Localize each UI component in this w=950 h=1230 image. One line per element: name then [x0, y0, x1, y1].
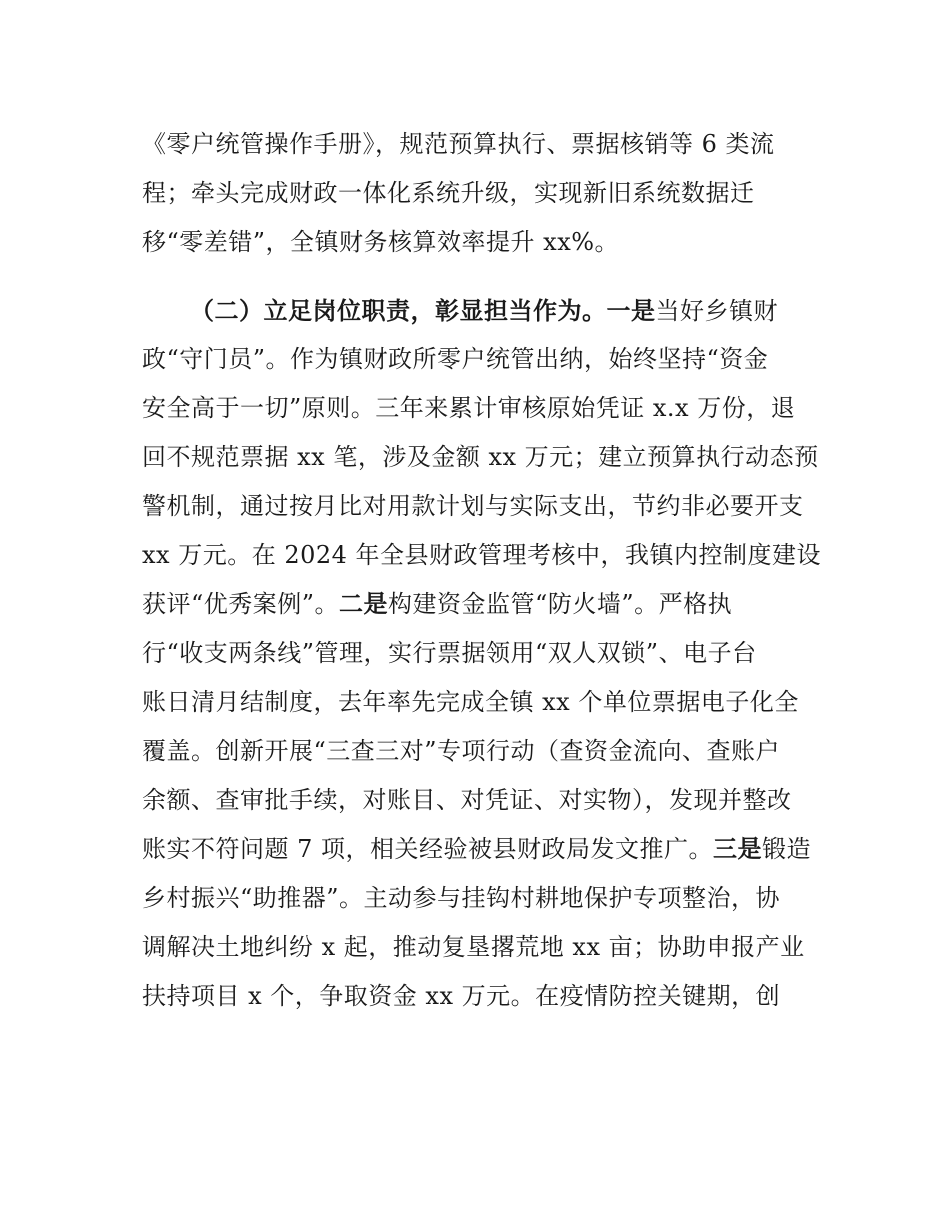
paragraph-2-line: 账日清月结制度，去年率先完成全镇 xx 个单位票据电子化全 [142, 688, 799, 716]
paragraph-2-line [190, 292, 778, 330]
paragraph-2-line: 安全高于一切”原则。三年来累计审核原始凭证 x.x 万份，退 [142, 394, 796, 422]
point-marker-1: 一是 [606, 297, 656, 325]
paragraph-1-line: 《零户统管操作手册》，规范预算执行、票据核销等 6 类流 [142, 130, 775, 158]
paragraph-2-line: 调解决土地纠纷 x 起，推动复垦撂荒地 xx 亩；协助申报产业 [142, 933, 805, 961]
paragraph-2-line: 乡村振兴“助推器”。主动参与挂钩村耕地保护专项整治，协 [142, 884, 781, 912]
line-text: 账实不符问题 7 项，相关经验被县财政局发文推广。 [142, 835, 714, 863]
paragraph-2-line [142, 830, 811, 868]
paragraph-2-line: 扶持项目 x 个，争取资金 xx 万元。在疫情防控关键期，创 [142, 982, 781, 1010]
line-text: 锻造 [762, 835, 812, 863]
paragraph-2-line [142, 585, 732, 623]
paragraph-2-line: 警机制，通过按月比对用款计划与实际支出，节约非必要开支 [142, 492, 804, 520]
line-text: 获评“优秀案例”。 [142, 590, 340, 618]
paragraph-1-line: 移“零差错”，全镇财务核算效率提升 xx%。 [142, 228, 620, 256]
paragraph-1-line: 程；牵头完成财政一体化系统升级，实现新旧系统数据迁 [142, 179, 755, 207]
line-text: 构建资金监管“防火墙”。严格执 [388, 590, 733, 618]
paragraph-2-line: 行“收支两条线”管理，实行票据领用“双人双锁”、电子台 [142, 639, 757, 667]
paragraph-2-line: xx 万元。在 2024 年全县财政管理考核中，我镇内控制度建设 [142, 541, 822, 569]
paragraph-2-line: 覆盖。创新开展“三查三对”专项行动（查资金流向、查账户 [142, 737, 781, 765]
point-marker-3: 三是 [713, 835, 763, 863]
section-heading: （二）立足岗位职责，彰显担当作为。 [190, 297, 607, 325]
paragraph-2-line: 回不规范票据 xx 笔，涉及金额 xx 万元；建立预算执行动态预 [142, 443, 819, 471]
paragraph-2-line: 政“守门员”。作为镇财政所零户统管出纳，始终坚持“资金 [142, 345, 769, 373]
line-text: 当好乡镇财 [655, 297, 778, 325]
point-marker-2: 二是 [339, 590, 389, 618]
paragraph-2-line: 余额、查审批手续，对账目、对凭证、对实物），发现并整改 [142, 786, 792, 814]
